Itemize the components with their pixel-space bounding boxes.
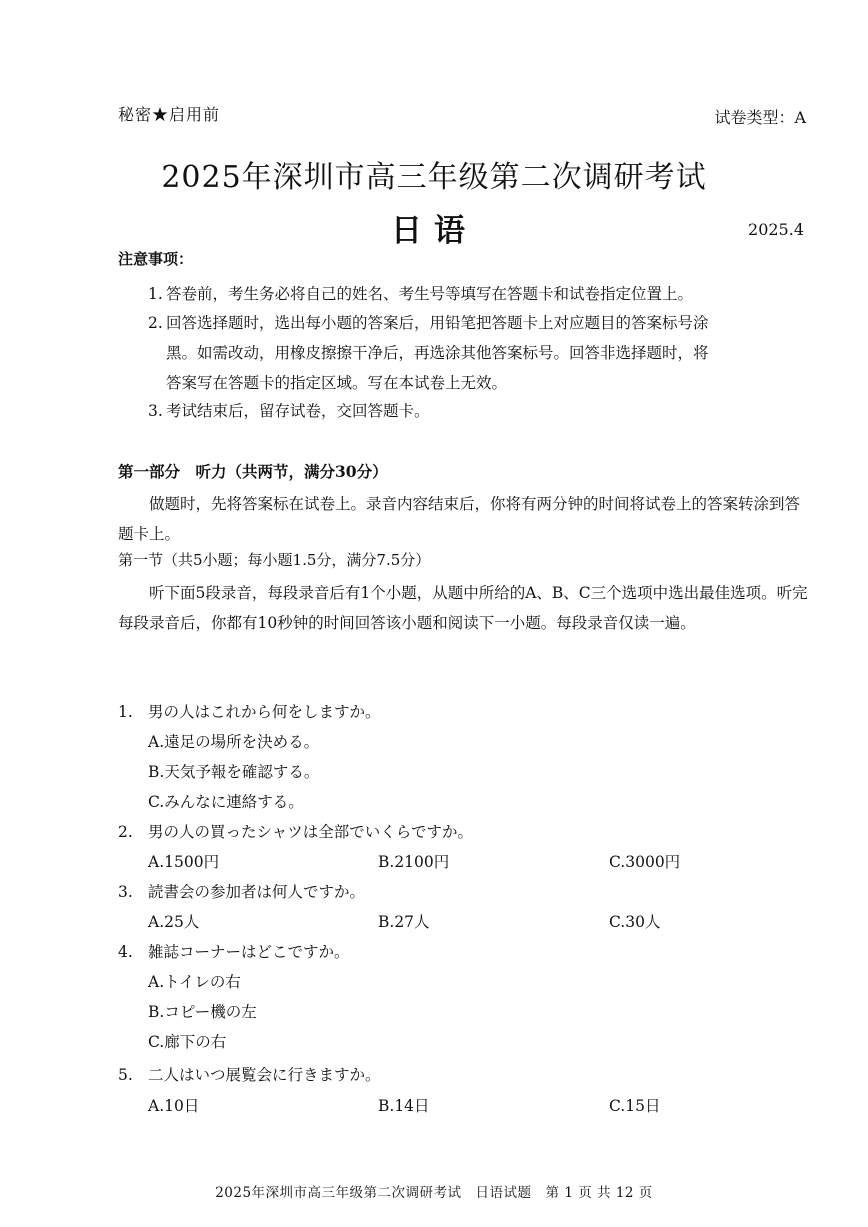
exam-title: 2025年深圳市高三年级第二次调研考试 [161, 160, 707, 195]
exam-date: 2025.4 [748, 220, 804, 239]
notice-text: 答卷前，考生务必将自己的姓名、考生号等填写在答题卡和试卷指定位置上。 [166, 285, 694, 303]
question-text: 雑誌コーナーはどこですか。 [148, 943, 350, 961]
notice-item-2 [148, 308, 808, 398]
question-5 [118, 1063, 381, 1085]
q2-option-a: A.1500円 [148, 853, 220, 871]
question-number: 4. [118, 943, 133, 961]
notice-num: 1. [148, 285, 163, 303]
notice-heading: 注意事项： [118, 250, 194, 268]
part1-heading: 第一部分 听力（共两节，满分30分） [118, 462, 388, 481]
q1-option-c: C.みんなに連絡する。 [148, 793, 304, 811]
question-number: 3. [118, 883, 133, 901]
notice-text: 回答选择题时，选出每小题的答案后，用铅笔把答题卡上对应题目的答案标号涂 [166, 314, 709, 332]
question-text: 二人はいつ展覧会に行きますか。 [148, 1066, 381, 1084]
q5-option-b: B.14日 [378, 1097, 430, 1115]
q5-option-a: A.10日 [148, 1097, 200, 1115]
notice-text-cont: 答案写在答题卡的指定区域。写在本试卷上无效。 [166, 374, 508, 392]
notice-item-1 [148, 279, 808, 309]
q2-option-c: C.3000円 [609, 853, 681, 871]
q3-option-a: A.25人 [148, 913, 200, 931]
page-footer: 2025年深圳市高三年级第二次调研考试 日语试题 第 1 页 共 12 页 [215, 1185, 653, 1201]
question-text: 読書会の参加者は何人ですか。 [148, 883, 366, 901]
question-number: 1. [118, 703, 133, 721]
q5-option-c: C.15日 [609, 1097, 661, 1115]
question-1 [118, 700, 381, 722]
notice-text-cont: 黑。如需改动，用橡皮擦擦干净后，再选涂其他答案标号。回答非选择题时，将 [166, 344, 709, 362]
paper-type-label: 试卷类型：A [714, 108, 806, 127]
question-text: 男の人の買ったシャツは全部でいくらですか。 [148, 823, 474, 841]
q4-option-c: C.廊下の右 [148, 1033, 227, 1051]
q1-option-b: B.天気予報を確認する。 [148, 763, 320, 781]
question-number: 5. [118, 1066, 133, 1084]
part1-intro: 做题时，先将答案标在试卷上。录音内容结束后，你将有两分钟的时间将试卷上的答案转涂到答题卡上。 [118, 495, 801, 543]
confidential-label: 秘密★启用前 [118, 105, 221, 124]
notice-text: 考试结束后，留存试卷，交回答题卡。 [166, 402, 430, 420]
q3-option-b: B.27人 [378, 913, 430, 931]
question-text: 男の人はこれから何をしますか。 [148, 703, 381, 721]
question-2 [118, 820, 473, 842]
q4-option-a: A.トイレの右 [148, 973, 241, 991]
question-number: 2. [118, 823, 133, 841]
question-3 [118, 880, 365, 902]
section1-heading: 第一节（共5小题；每小题1.5分，满分7.5分） [118, 551, 431, 569]
notice-num: 3. [148, 402, 163, 420]
q2-option-b: B.2100円 [378, 853, 450, 871]
q4-option-b: B.コピー機の左 [148, 1003, 257, 1021]
q1-option-a: A.遠足の場所を決める。 [148, 733, 320, 751]
notice-item-3 [148, 396, 808, 426]
question-4 [118, 940, 350, 962]
section1-intro: 听下面5段录音，每段录音后有1个小题，从题中所给的A、B、C三个选项中选出最佳选项。听完每段录音后，你都有10秒钟的时间回答该小题和阅读下一小题。每段录音仅读一遍。 [118, 584, 808, 632]
notice-num: 2. [148, 314, 163, 332]
q3-option-c: C.30人 [609, 913, 661, 931]
subject-title: 日语 [391, 213, 477, 249]
